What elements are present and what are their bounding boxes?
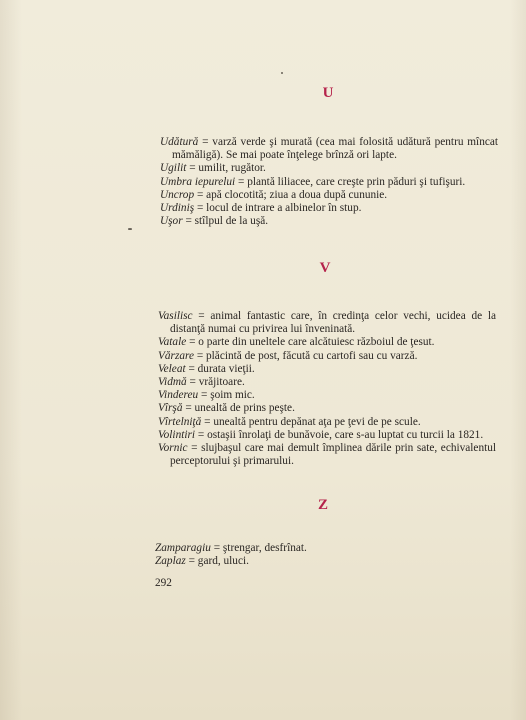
entry-term: Umbra iepurelui — [160, 175, 236, 188]
entry-definition: varză verde şi murată (cea mai folosită udătură pentru mîncat mămăligă). Se mai poate înţelege brînză ori lapte. — [172, 136, 499, 162]
equals-sign: = — [189, 162, 196, 175]
entry-definition: o parte din uneltele care alcătuiesc războiul de ţesut. — [198, 336, 435, 349]
glossary-entry — [158, 442, 496, 468]
glossary-entry — [160, 202, 498, 215]
equals-sign: = — [191, 442, 198, 455]
entry-term: Vidmă — [158, 376, 187, 389]
entry-definition: locul de intrare a albinelor în stup. — [206, 202, 362, 215]
entry-term: Urdiniş — [160, 202, 195, 215]
glossary-entry — [155, 555, 493, 568]
entry-definition: unealtă pentru depănat aţa pe ţevi de pe scule. — [213, 415, 421, 428]
equals-sign: = — [189, 336, 196, 349]
entry-definition: plantă liliacee, care creşte prin păduri şi tufişuri. — [247, 175, 466, 188]
equals-sign: = — [185, 215, 192, 228]
equals-sign: = — [202, 136, 209, 148]
equals-sign: = — [188, 555, 195, 568]
glossary-entry — [158, 350, 496, 363]
entry-term: Vindereu — [158, 389, 199, 402]
entry-term: Zamparagiu — [155, 542, 211, 554]
equals-sign: = — [238, 175, 245, 188]
section-z-entries — [155, 542, 493, 568]
glossary-entry — [160, 215, 498, 228]
glossary-entry — [155, 542, 493, 555]
entry-term: Vîrşă — [158, 402, 183, 415]
entry-definition: stîlpul de la uşă. — [194, 215, 269, 228]
entry-term: Veleat — [158, 362, 186, 375]
entry-definition: ştrengar, desfrînat. — [222, 542, 307, 554]
equals-sign: = — [204, 415, 211, 428]
entry-definition: slujbaşul care mai demult împlinea dările prin sate, echivalentul perceptorului şi primarului. — [170, 442, 497, 468]
entry-term: Uncrop — [160, 188, 195, 201]
entry-term: Uşor — [160, 215, 183, 228]
entry-definition: ostaşii înrolaţi de bunăvoie, care s-au luptat cu turcii la 1821. — [207, 428, 484, 441]
entry-definition: animal fantastic care, în credinţa celor vechi, ucidea de la distanţă numai cu privirea lui înveninată. — [170, 310, 497, 336]
equals-sign: = — [200, 389, 208, 402]
glossary-entry — [158, 336, 496, 349]
glossary-entry — [158, 389, 496, 402]
section-letter-z: Z — [317, 497, 328, 513]
section-v-entries — [158, 310, 496, 468]
paper-speck — [281, 72, 283, 74]
glossary-entry — [158, 402, 496, 415]
glossary-entry — [158, 310, 496, 336]
entry-term: Vornic — [158, 442, 188, 455]
glossary-entry — [158, 416, 496, 429]
entry-definition: plăcintă de post, făcută cu cartofi sau cu varză. — [206, 349, 418, 362]
glossary-entry — [158, 376, 496, 389]
glossary-entry — [160, 189, 498, 202]
entry-term: Volintiri — [158, 428, 196, 441]
entry-term: Vărzare — [158, 349, 194, 362]
entry-definition: unealtă de prins peşte. — [194, 402, 295, 415]
equals-sign: = — [197, 428, 205, 441]
glossary-entry — [158, 429, 496, 442]
equals-sign: = — [188, 362, 195, 375]
section-letter-v: V — [319, 260, 331, 276]
glossary-entry — [160, 176, 498, 189]
entry-term: Vîrtelniţă — [158, 415, 202, 428]
equals-sign: = — [196, 188, 204, 201]
entry-definition: apă clocotită; ziua a doua după cununie. — [206, 188, 388, 201]
equals-sign: = — [196, 202, 204, 215]
entry-term: Vatale — [158, 336, 187, 349]
entry-definition: gard, uluci. — [197, 555, 249, 568]
section-u-entries — [160, 136, 498, 228]
glossary-entry — [160, 162, 498, 175]
equals-sign: = — [213, 542, 221, 554]
entry-term: Udătură — [160, 136, 199, 148]
entry-definition: durata vieţii. — [197, 362, 255, 375]
section-letter-u: U — [322, 85, 334, 101]
entry-definition: umilit, rugător. — [198, 162, 266, 175]
glossary-entry — [160, 136, 498, 162]
paper-speck — [128, 228, 132, 230]
entry-definition: şoim mic. — [210, 389, 255, 402]
entry-term: Zaplaz — [155, 555, 186, 568]
glossary-entry — [158, 363, 496, 376]
entry-term: Ugilit — [160, 162, 187, 175]
page-number: 292 — [155, 577, 172, 589]
equals-sign: = — [198, 310, 205, 322]
entry-definition: vrăjitoare. — [198, 376, 245, 389]
equals-sign: = — [189, 376, 196, 389]
equals-sign: = — [185, 402, 192, 415]
entry-term: Vasilisc — [158, 310, 193, 322]
equals-sign: = — [196, 349, 204, 362]
